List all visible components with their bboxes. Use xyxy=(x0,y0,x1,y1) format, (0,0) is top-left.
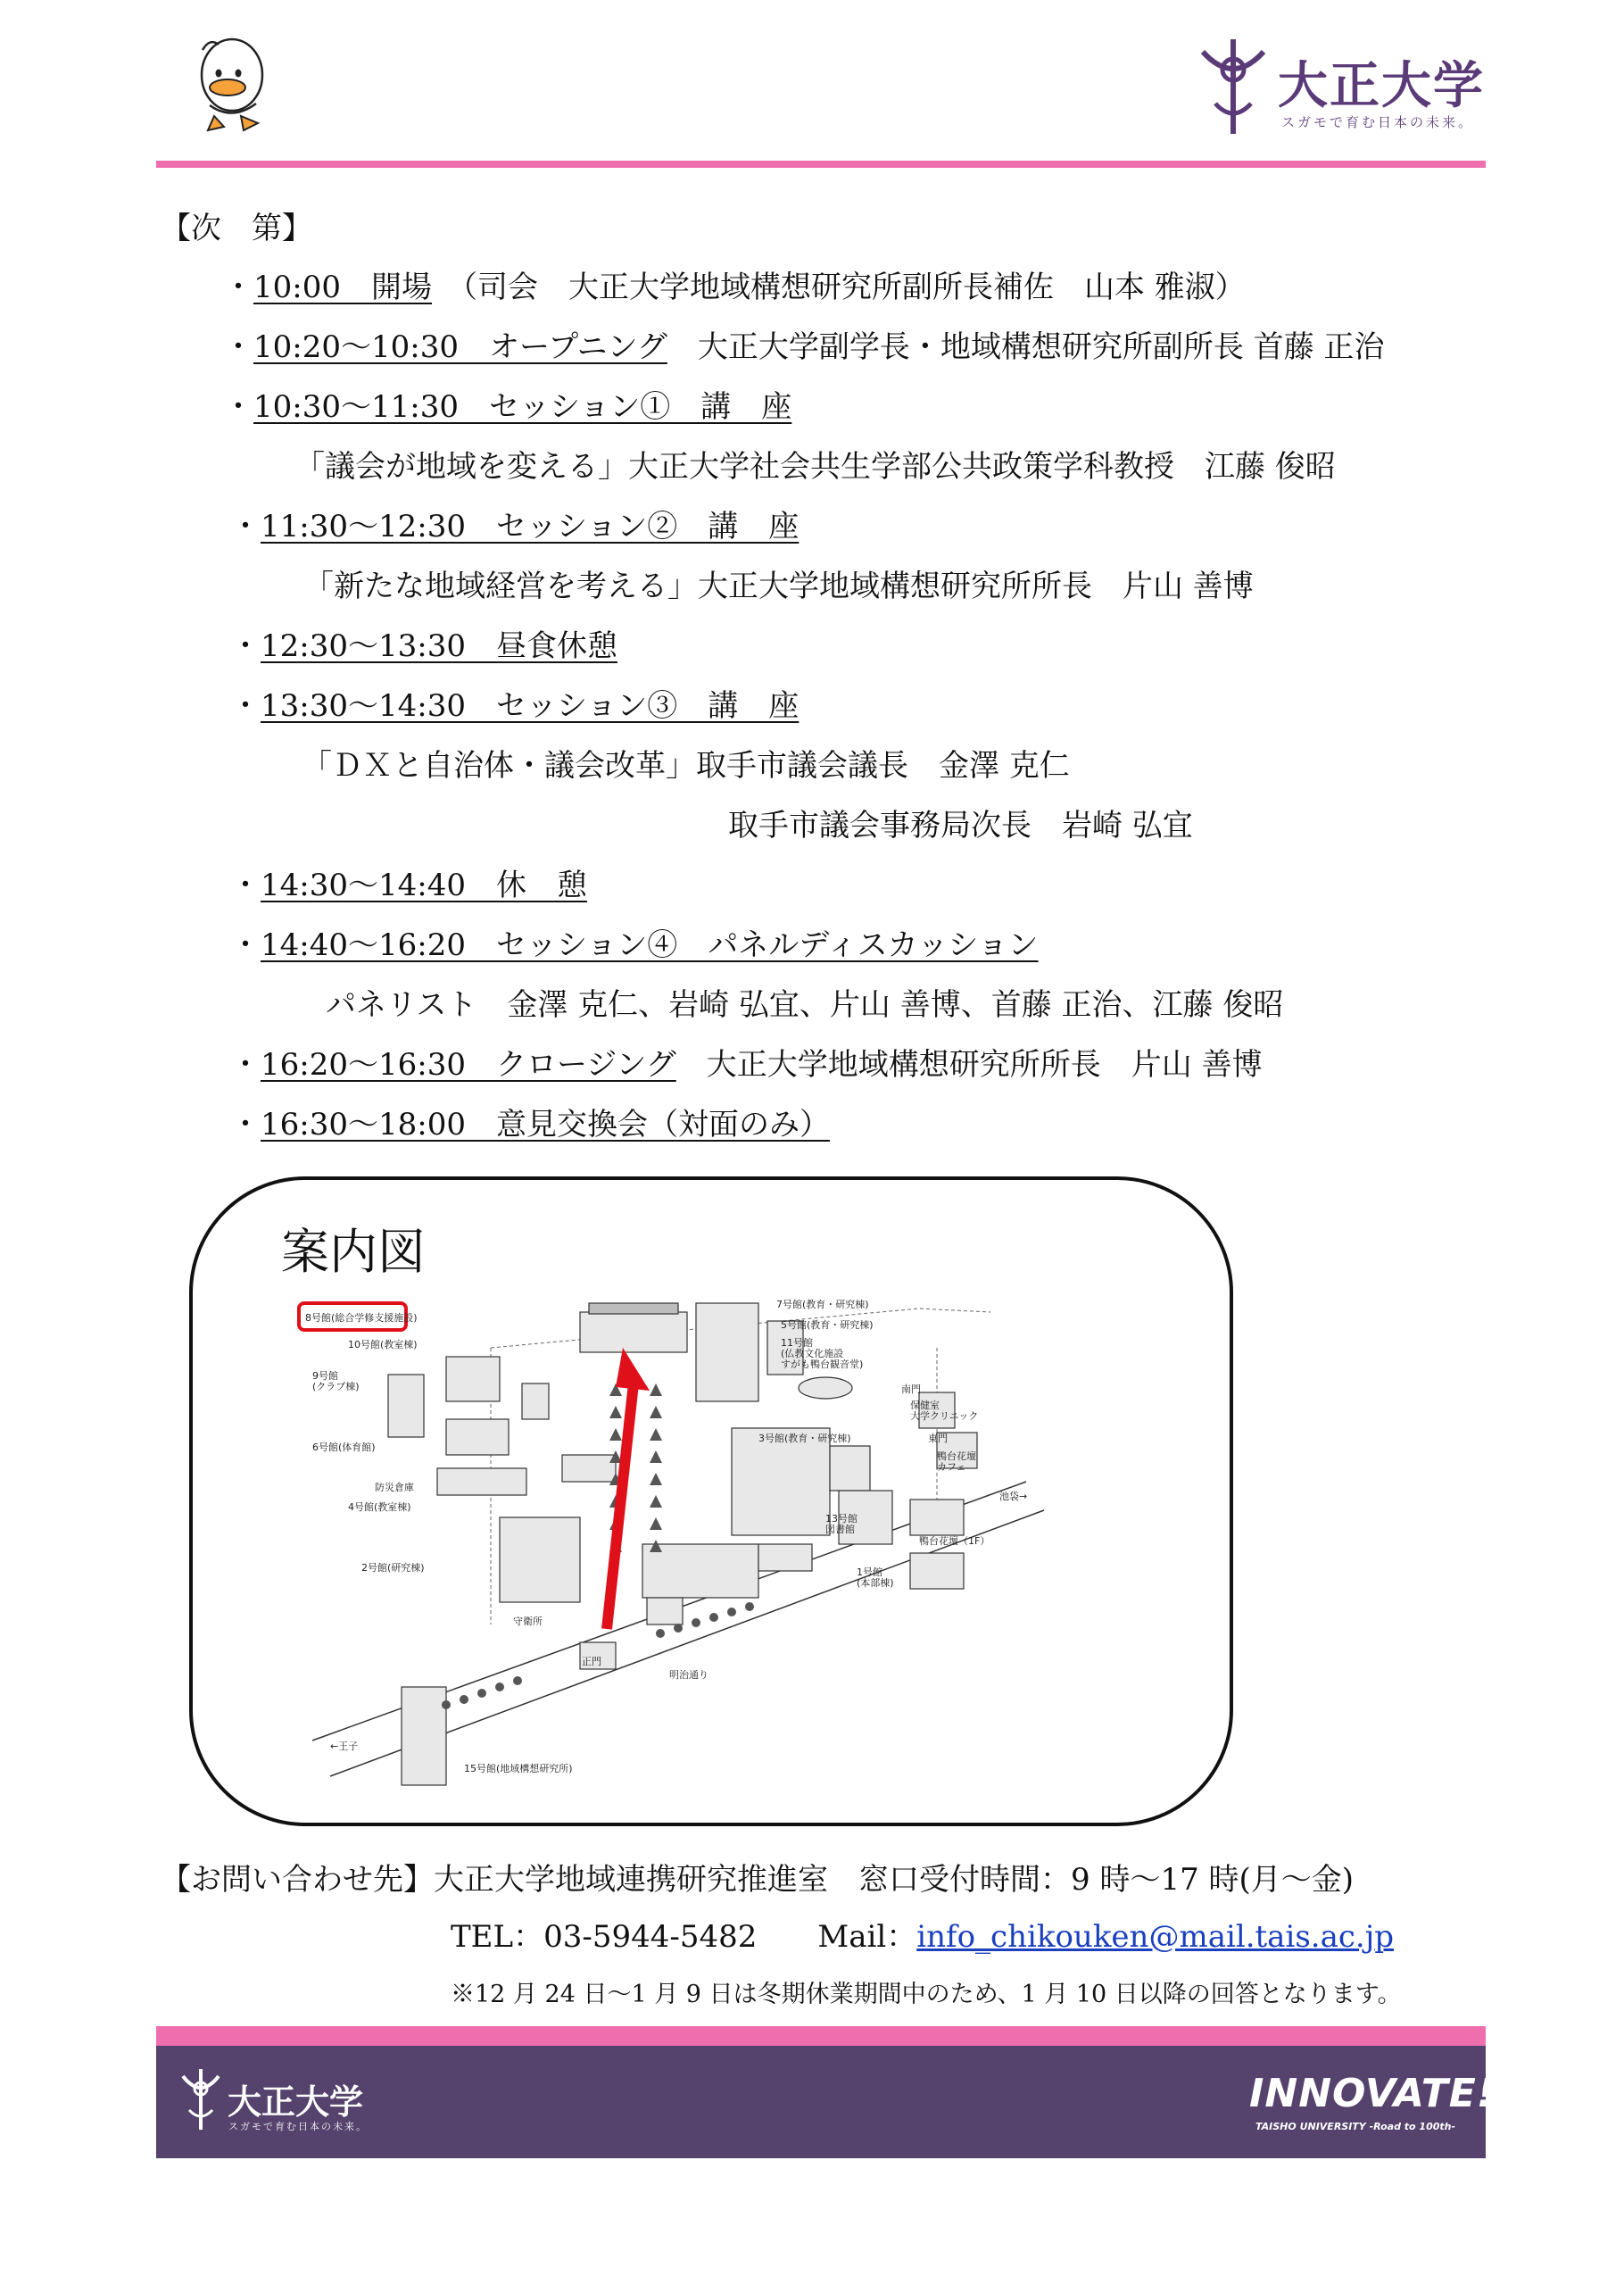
program-time: 12:30〜13:30 昼食休憩 xyxy=(261,628,617,664)
holiday-notice: ※12 月 24 日〜1 月 9 日は冬期休業期間中のため、1 月 10 日以降の回答となります。 xyxy=(451,1981,1402,2008)
map-label: 明治通り xyxy=(669,1669,708,1681)
map-label: 保健室大学クリニック xyxy=(910,1400,979,1422)
map-label: 7号館(教育・研究棟) xyxy=(776,1299,869,1310)
contact-mail-label: Mail： xyxy=(817,1919,917,1955)
program-detail: 大正大学副学長・地域構想研究所副所長 首藤 正治 xyxy=(667,329,1385,365)
university-logo xyxy=(1196,27,1490,143)
map-label: 6号館(体育館) xyxy=(312,1442,376,1453)
contact-office: 大正大学地域連携研究推進室 窓口受付時間：9 時〜17 時(月〜金) xyxy=(434,1862,1355,1898)
program-time: 10:30〜11:30 セッション① 講 座 xyxy=(253,389,792,425)
map-title: 案内図 xyxy=(281,1224,426,1280)
program-heading: 【次 第】 xyxy=(161,211,312,246)
program-item: ・16:30〜18:00 意見交換会（対面のみ） xyxy=(230,1107,830,1142)
duck-mascot-icon xyxy=(192,34,272,134)
map-label: 鴨台花壇（1F） xyxy=(919,1535,990,1547)
footer-logo xyxy=(178,2065,446,2137)
map-label: 9号館(クラブ棟) xyxy=(312,1370,360,1392)
program-detail: 「ＤＸと自治体・議会改革」取手市議会議長 金澤 克仁 xyxy=(302,748,1070,784)
innovate-slogan: INNOVATE! xyxy=(1249,2071,1496,2116)
program-item: ・16:20〜16:30 クロージング 大正大学地域構想研究所所長 片山 善博 xyxy=(230,1047,1263,1083)
map-label: ←王子 xyxy=(330,1741,359,1752)
program-item: ・12:30〜13:30 昼食休憩 xyxy=(230,628,617,664)
map-label: 正門 xyxy=(582,1656,601,1667)
program-item: ・13:30〜14:30 セッション③ 講 座 xyxy=(230,688,800,724)
map-label: 10号館(教室棟) xyxy=(348,1339,418,1350)
map-label: 2号館(研究棟) xyxy=(361,1562,425,1574)
program-detail: （司会 大正大学地域構想研究所副所長補佐 山本 雅淑） xyxy=(431,270,1246,305)
program-item: ・14:30〜14:40 休 憩 xyxy=(230,868,587,903)
program-time: 16:20〜16:30 クロージング xyxy=(261,1047,676,1083)
map-label: 4号館(教室棟) xyxy=(348,1501,411,1513)
footer-divider xyxy=(156,2026,1486,2046)
contact-mail-link[interactable]: info_chikouken@mail.tais.ac.jp xyxy=(916,1919,1395,1955)
footer-university-tagline: スガモで育む日本の未来。 xyxy=(228,2121,368,2132)
map-label: 鴨台花壇カフェ xyxy=(937,1450,976,1473)
program-item: ・14:40〜16:20 セッション④ パネルディスカッション xyxy=(230,927,1039,963)
university-name: 大正大学 xyxy=(1278,57,1485,115)
program-detail: 取手市議会事務局次長 岩崎 弘宜 xyxy=(728,808,1193,843)
program-detail: パネリスト 金澤 克仁、岩崎 弘宜、片山 善博、首藤 正治、江藤 俊昭 xyxy=(326,987,1284,1023)
program-item: ・10:30〜11:30 セッション① 講 座 xyxy=(223,389,792,425)
map-label: 南門 xyxy=(901,1383,921,1395)
contact-label: 【お問い合わせ先】 xyxy=(161,1862,434,1898)
map-label: 防災倉庫 xyxy=(375,1482,414,1493)
footer-bar xyxy=(156,2046,1496,2158)
program-time: 13:30〜14:30 セッション③ 講 座 xyxy=(261,688,800,724)
university-emblem-icon xyxy=(1196,34,1272,139)
program-time: 11:30〜12:30 セッション② 講 座 xyxy=(261,509,800,544)
footer-university-name: 大正大学 xyxy=(228,2082,364,2122)
program-time: 14:40〜16:20 セッション④ パネルディスカッション xyxy=(261,927,1039,963)
map-label: 15号館(地域構想研究所) xyxy=(464,1763,573,1774)
innovate-subtitle: TAISHO UNIVERSITY -Road to 100th- xyxy=(1255,2121,1456,2132)
program-time: 14:30〜14:40 休 憩 xyxy=(261,868,587,903)
header-divider xyxy=(156,161,1486,168)
map-label: 1号館(本部棟) xyxy=(857,1566,894,1589)
map-label: 13号館図書館 xyxy=(825,1513,858,1535)
program-detail: 大正大学地域構想研究所所長 片山 善博 xyxy=(675,1047,1263,1083)
campus-map xyxy=(294,1276,1115,1794)
map-label: 東門 xyxy=(928,1433,948,1444)
map-label: 11号館(仏教文化施設すがも鴨台観音堂) xyxy=(781,1337,864,1370)
program-time: 10:00 開場 xyxy=(253,270,432,305)
program-item: ・10:20〜10:30 オープニング 大正大学副学長・地域構想研究所副所長 首藤 正治 xyxy=(223,329,1385,365)
program-detail: 「議会が地域を変える」大正大学社会共生学部公共政策学科教授 江藤 俊昭 xyxy=(294,449,1336,485)
university-emblem-icon xyxy=(178,2065,223,2133)
contact-line xyxy=(451,1919,1394,1955)
map-label: 8号館(総合学修支援施設) xyxy=(305,1312,418,1324)
program-item: ・11:30〜12:30 セッション② 講 座 xyxy=(230,509,800,544)
program-time: 10:20〜10:30 オープニング xyxy=(253,329,667,365)
map-label: 3号館(教育・研究棟) xyxy=(758,1433,851,1444)
program-item: ・10:00 開場 （司会 大正大学地域構想研究所副所長補佐 山本 雅淑） xyxy=(223,270,1246,305)
program-detail: 「新たな地域経営を考える」大正大学地域構想研究所所長 片山 善博 xyxy=(303,569,1254,604)
contact-tel: TEL：03-5944-5482 xyxy=(451,1919,758,1955)
map-label: 5号館(教育・研究棟) xyxy=(781,1319,874,1331)
contact-line xyxy=(161,1862,1354,1898)
map-label: 守衛所 xyxy=(513,1616,543,1627)
map-label: 池袋→ xyxy=(999,1491,1028,1502)
university-tagline: スガモで育む日本の未来。 xyxy=(1281,114,1475,130)
program-time: 16:30〜18:00 意見交換会（対面のみ） xyxy=(261,1107,830,1142)
